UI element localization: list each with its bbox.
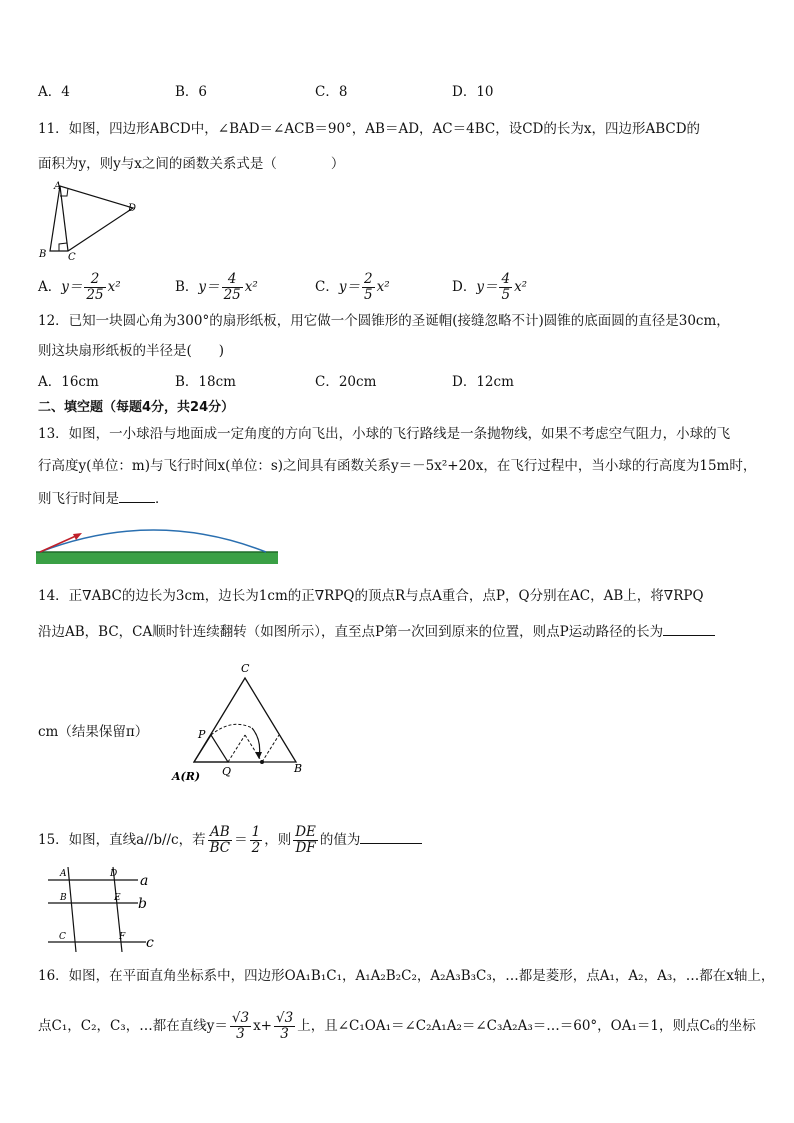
q16-line2 (38, 1006, 756, 1046)
q15-label-b: B (60, 893, 67, 903)
q11-option-a-letter: A． (38, 279, 62, 295)
q11-label-a: A (54, 181, 62, 192)
q13-line3 (38, 488, 169, 509)
q16-line2-post: 上，且∠C₁OA₁＝∠C₂A₁A₂＝∠C₃A₂A₃＝…＝60°，OA₁＝1，则点C₆的坐标 (297, 1018, 756, 1034)
q11-option-b (175, 272, 258, 303)
ground-strip (36, 552, 278, 564)
q10-option-b: B．6 (175, 84, 208, 100)
q15-label-line-a: a (140, 873, 149, 889)
q15-label-a: A (60, 869, 67, 879)
q11-option-b-fraction: $\frac{4}{25}$ (223, 271, 241, 303)
q14-label-b: B (294, 762, 303, 775)
q13-figure (36, 522, 280, 568)
q13-line3-end: ． (155, 491, 169, 507)
roll-arrow-icon (255, 752, 262, 759)
q11-line1: 11．如图，四边形ABCD中，∠BAD＝∠ACB＝90°，AB＝AD，AC＝4BC，设CD的长为x，四边形ABCD的 (38, 121, 701, 137)
q11-option-d-letter: D． (452, 279, 477, 295)
q14-label-p: P (198, 728, 206, 741)
q10-option-d: D．10 (452, 84, 494, 100)
launch-arrow (40, 535, 78, 552)
q12-line1: 12．已知一块圆心角为300°的扇形纸板，用它做一个圆锥形的圣诞帽(接缝忽略不计)圆锥的底面圆的直径是30cm， (38, 313, 730, 329)
q10-option-c: C．8 (315, 84, 348, 100)
q12-option-a: A．16cm (38, 374, 99, 390)
q11-option-c-lhs: y＝ (338, 279, 360, 295)
q14-figure (170, 658, 330, 788)
q11-option-b-letter: B． (175, 279, 199, 295)
q11-option-d-lhs: y＝ (476, 279, 498, 295)
q11-option-d-fraction: $\frac{4}{5}$ (501, 271, 511, 303)
q11-option-b-lhs: y＝ (198, 279, 220, 295)
q14-line2-text: 沿边AB，BC，CA顺时针连续翻转（如图所示），直至点P第一次回到原来的位置，则点P运动路径的长为 (38, 624, 664, 640)
q12-option-c: C．20cm (315, 374, 377, 390)
q12-option-d: D．12cm (452, 374, 514, 390)
q15-line (38, 822, 422, 858)
q11-label-b: B (39, 249, 47, 260)
q16-fraction-2: $\frac{√3}{3}$ (276, 1010, 294, 1042)
q14-line1: 14．正∇ABC的边长为3cm，边长为1cm的正∇RPQ的顶点R与点A重合，点P，Q分别在AC，AB上，将∇RPQ (38, 588, 704, 604)
q11-option-d (452, 272, 527, 303)
q10-option-a: A．4 (38, 84, 70, 100)
q11-option-c-letter: C． (315, 279, 339, 295)
q11-option-a-tail: x² (107, 279, 121, 295)
q15-label-f: F (119, 932, 126, 942)
q12-option-b: B．18cm (175, 374, 236, 390)
q14-line3: cm（结果保留π） (38, 724, 149, 740)
q11-option-b-tail: x² (244, 279, 258, 295)
q11-option-a (38, 272, 121, 303)
q11-figure (30, 178, 145, 263)
q15-label-e: E (114, 893, 121, 903)
q15-label-d: D (110, 869, 118, 879)
q15-label-c: C (59, 932, 66, 942)
q15-fraction-ab-bc: $\frac{AB}{BC}$ (209, 824, 231, 856)
q11-line2: 面积为y，则y与x之间的函数关系式是（ ） (38, 156, 345, 172)
q15-fraction-de-df: $\frac{DE}{DF}$ (295, 824, 316, 856)
q11-option-a-lhs: y＝ (61, 279, 83, 295)
q11-label-d: D (128, 203, 137, 214)
q11-option-a-fraction: $\frac{2}{25}$ (86, 271, 104, 303)
q14-answer-blank[interactable] (663, 621, 715, 636)
q16-fraction-1: $\frac{√3}{3}$ (231, 1010, 250, 1042)
q11-option-c-fraction: $\frac{2}{5}$ (363, 271, 373, 303)
q14-label-c: C (241, 662, 250, 675)
q14-label-q: Q (222, 765, 232, 778)
q11-option-d-tail: x² (514, 279, 528, 295)
q16-line2-pre: 点C₁，C₂，C₃，…都在直线y＝ (38, 1018, 228, 1034)
q16-line1: 16．如图，在平面直角坐标系中，四边形OA₁B₁C₁，A₁A₂B₂C₂，A₂A₃B₃C₃，…都是菱形，点A₁，A₂，A₃，…都在x轴上， (38, 968, 775, 984)
q15-mid: ，则 (264, 832, 292, 848)
q15-label-line-b: b (138, 896, 147, 912)
q11-option-c (315, 272, 390, 303)
q13-answer-blank[interactable] (119, 488, 155, 503)
q15-label-line-c: c (146, 935, 154, 951)
q15-eq: ＝ (234, 832, 248, 848)
q15-pre: 15．如图，直线a//b//c，若 (38, 832, 206, 848)
q15-answer-blank[interactable] (360, 829, 422, 844)
q12-line2: 则这块扇形纸板的半径是( ) (38, 343, 225, 359)
q15-figure (40, 862, 170, 952)
q11-label-c: C (68, 252, 76, 263)
q16-line2-mid: x+ (253, 1018, 272, 1034)
q15-fraction-half: $\frac{1}{2}$ (251, 824, 261, 856)
section-fill-in-title: 二、填空题（每题4分，共24分） (38, 400, 235, 415)
parabola-path (40, 530, 266, 552)
q13-line2: 行高度y(单位：m)与飞行时间x(单位：s)之间具有函数关系y＝－5x²+20x，在飞行过程中，当小球的行高度为15m时， (38, 458, 757, 474)
q11-option-c-tail: x² (376, 279, 390, 295)
q15-post: 的值为 (319, 832, 361, 848)
q13-line1: 13．如图，一小球沿与地面成一定角度的方向飞出，小球的飞行路线是一条抛物线，如果不考虑空气阻力，小球的飞 (38, 426, 731, 442)
q14-line2 (38, 621, 715, 642)
q13-line3-text: 则飞行时间是 (38, 491, 119, 507)
q14-label-ar: A(R) (172, 770, 201, 783)
